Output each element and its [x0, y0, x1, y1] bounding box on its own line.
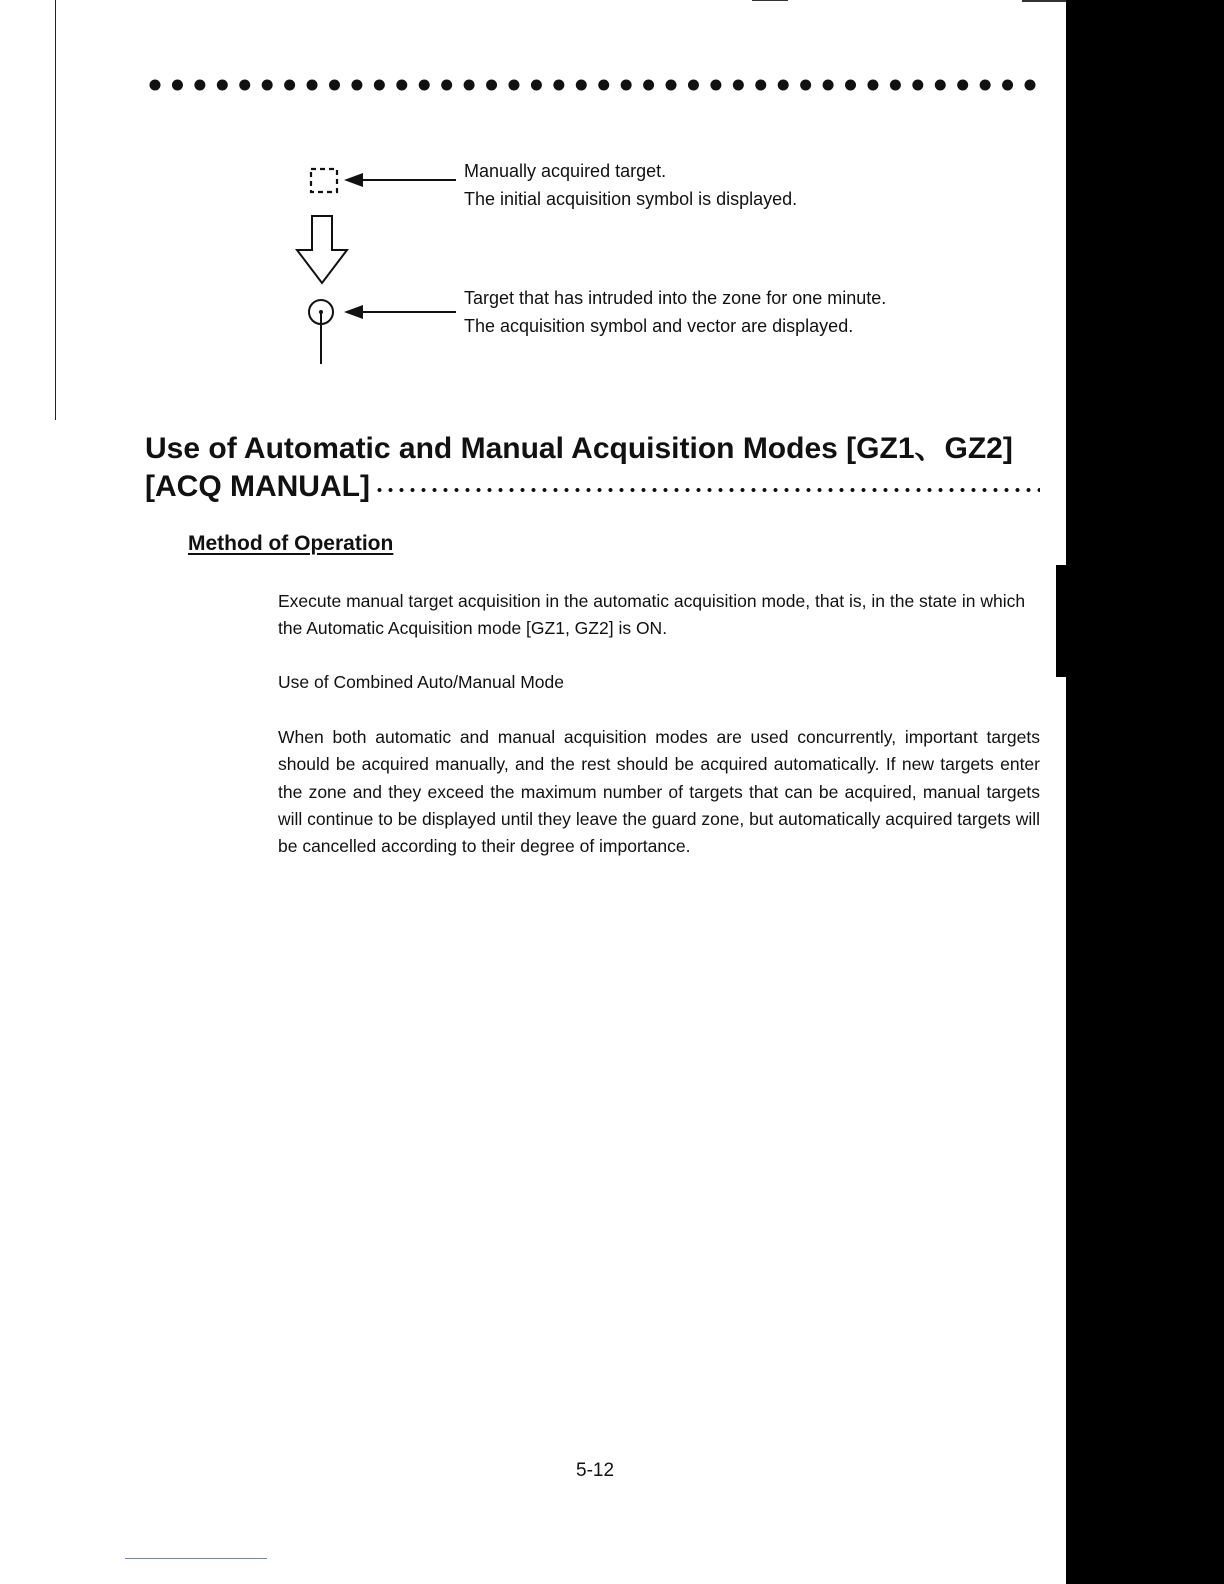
decorative-dot: [688, 80, 699, 91]
intruded-target-caption: [464, 284, 886, 340]
acquisition-diagram: [290, 160, 490, 370]
decorative-dot: [755, 80, 766, 91]
scan-edge-bar: [1066, 0, 1224, 1584]
decorative-dot: [217, 80, 228, 91]
decorative-dot-row: [145, 73, 1040, 97]
decorative-dot: [307, 80, 318, 91]
arrow-left-icon: [344, 305, 456, 319]
decorative-dot: [935, 80, 946, 91]
scan-mark: [752, 0, 788, 1]
decorative-dot: [486, 80, 497, 91]
combined-mode-paragraph: When both automatic and manual acquisition modes are used concurrently, important targets should be acquired manually, and the rest should be acquired automatically. If new targets enter the zone and they exceed the maximum number of targets that can be acquired, manual targets will continue to be displayed until they leave the guard zone, but automatically acquired targets will be cancelled according to their degree of importance.: [278, 727, 1040, 857]
decorative-dot: [553, 80, 564, 91]
acquisition-symbol-with-vector-icon: [309, 300, 333, 364]
down-arrow-icon: [297, 216, 347, 283]
decorative-dot: [194, 80, 205, 91]
scan-mark: [1022, 0, 1066, 2]
decorative-dot: [710, 80, 721, 91]
decorative-dot: [890, 80, 901, 91]
decorative-dot: [508, 80, 519, 91]
decorative-dot: [262, 80, 273, 91]
initial-acquisition-symbol-icon: [311, 169, 337, 192]
decorative-dot: [845, 80, 856, 91]
decorative-dot: [576, 80, 587, 91]
heading-line: [ACQ MANUAL]: [145, 470, 370, 503]
decorative-dot: [621, 80, 632, 91]
decorative-dot: [957, 80, 968, 91]
decorative-dot: [867, 80, 878, 91]
caption-line: Manually acquired target.: [464, 161, 667, 181]
decorative-dot: [419, 80, 430, 91]
decorative-dot: [1025, 80, 1036, 91]
decorative-dot: [441, 80, 452, 91]
page-number: 5-12: [576, 1460, 615, 1481]
decorative-dot: [912, 80, 923, 91]
decorative-dot: [374, 80, 385, 91]
caption-line: Target that has intruded into the zone for one minute.: [464, 288, 887, 308]
decorative-dot: [666, 80, 677, 91]
intro-paragraph: Execute manual target acquisition in the automatic acquisition mode, that is, in the state in which the Automatic Acquisition mode [GZ1, GZ2] is ON.: [278, 591, 1026, 639]
subheading: Method of Operation: [188, 532, 394, 555]
scan-edge-notch: [1056, 565, 1068, 677]
decorative-dot: [329, 80, 340, 91]
decorative-dot: [778, 80, 789, 91]
decorative-dot: [643, 80, 654, 91]
decorative-dot: [464, 80, 475, 91]
decorative-dot: [239, 80, 250, 91]
dot-leader: [374, 487, 1040, 493]
decorative-dot: [172, 80, 183, 91]
heading-line: Use of Automatic and Manual Acquisition Modes [GZ1、GZ2]: [145, 432, 1013, 465]
decorative-dot: [396, 80, 407, 91]
manual-target-caption: [464, 157, 797, 213]
decorative-dot: [980, 80, 991, 91]
decorative-dot: [800, 80, 811, 91]
caption-line: The initial acquisition symbol is displayed.: [464, 189, 798, 209]
decorative-dot: [284, 80, 295, 91]
decorative-dot: [823, 80, 834, 91]
scan-mark: [125, 1558, 267, 1559]
decorative-dot: [150, 80, 161, 91]
decorative-dot: [1002, 80, 1013, 91]
caption-line: The acquisition symbol and vector are displayed.: [464, 316, 854, 336]
margin-line: [55, 0, 56, 420]
section-heading: [145, 430, 1040, 506]
decorative-dot: [598, 80, 609, 91]
decorative-dot: [733, 80, 744, 91]
combined-mode-title: Use of Combined Auto/Manual Mode: [278, 672, 564, 692]
decorative-dot: [351, 80, 362, 91]
arrow-left-icon: [344, 173, 456, 187]
decorative-dot: [531, 80, 542, 91]
